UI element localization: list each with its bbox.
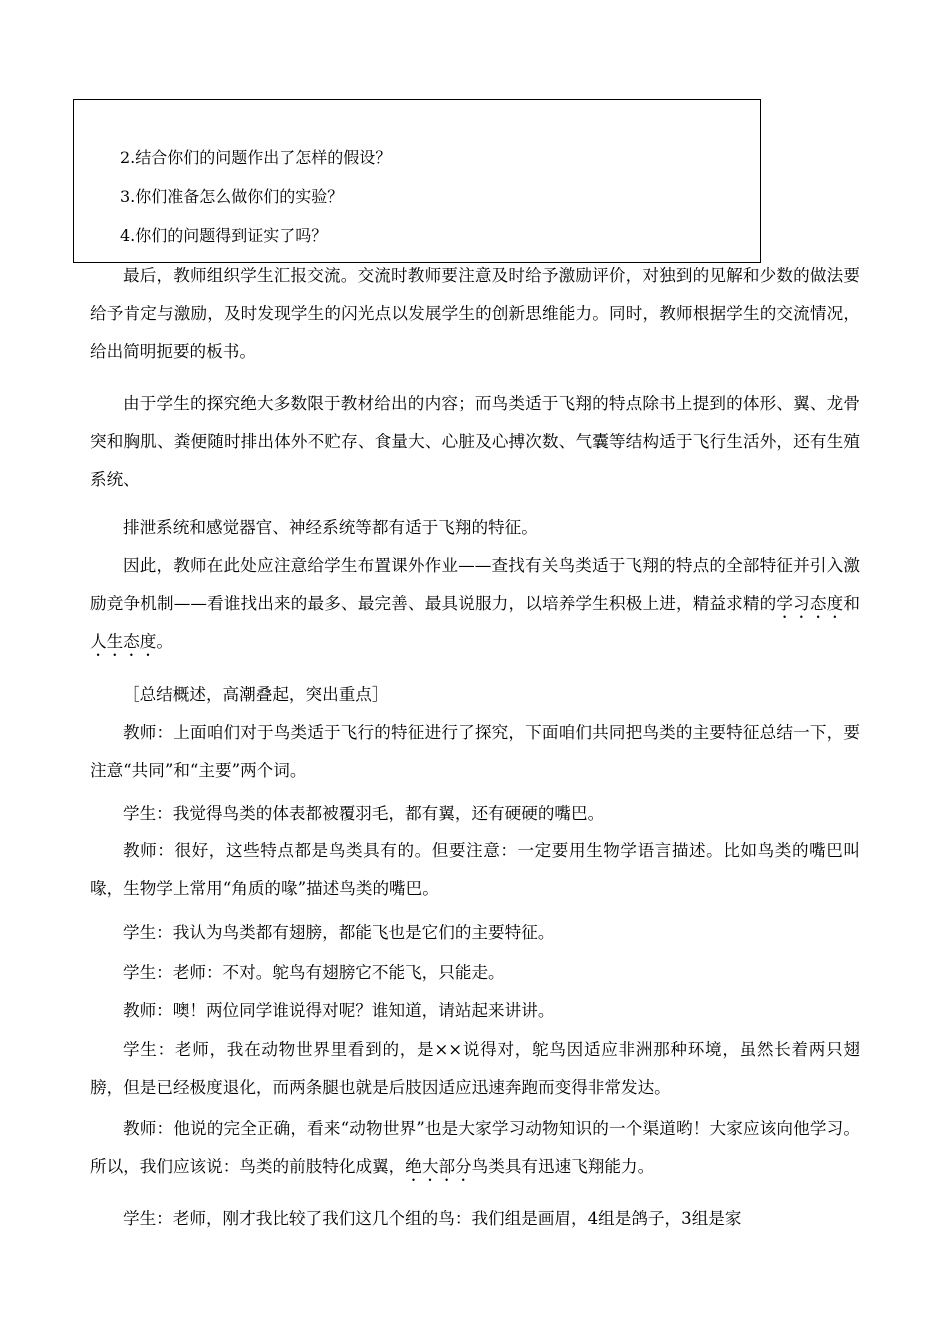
dialogue-student-2: 学生：我认为鸟类都有翅膀，都能飞也是它们的主要特征。	[123, 923, 555, 942]
dialogue-student-4: 学生：老师，我在动物世界里看到的，是××说得对，鸵鸟因适应非洲那种环境，虽然长着两只翅膀，但是已经极度退化，而两条腿也就是后肢因适应迅速奔跑而变得非常发达。	[90, 1040, 860, 1097]
dialogue-student-5: 学生：老师，刚才我比较了我们这几个组的鸟：我们组是画眉，4组是鸽子，3组是家	[123, 1209, 742, 1228]
dialogue-student-3: 学生：老师：不对。鸵鸟有翅膀它不能飞，只能走。	[123, 963, 505, 982]
emphasis-learning-attitude: 学习态度	[776, 594, 844, 613]
homework-text: 因此，教师在此处应注意给学生布置课外作业——查找有关鸟类适于飞翔的特点的全部特征并引入激励竞争机制——看谁找出来的最多、最完善、最具说服力，以培养学生积极上进，精益求精的	[90, 556, 860, 613]
dialogue-teacher-1: 教师：上面咱们对于鸟类适于飞行的特征进行了探究，下面咱们共同把鸟类的主要特征总结一下，要注意“共同”和“主要”两个词。	[90, 723, 860, 780]
dialogue-teacher-3: 教师：噢！两位同学谁说得对呢？谁知道，请站起来讲讲。	[123, 1001, 555, 1020]
question-4: 4.你们的问题得到证实了吗？	[120, 226, 328, 245]
emphasis-life-attitude: 人生态度	[90, 632, 157, 651]
question-2: 2.结合你们的问题作出了怎样的假设？	[120, 148, 392, 167]
section-heading-summary: ［总结概述，高潮叠起，突出重点］	[123, 685, 389, 704]
dialogue-student-1: 学生：我觉得鸟类的体表都被覆羽毛，都有翼，还有硬硬的嘴巴。	[123, 804, 605, 823]
question-3: 3.你们准备怎么做你们的实验？	[120, 187, 344, 206]
emphasis-most: 绝大部分	[405, 1157, 472, 1176]
paragraph-systems: 排泄系统和感觉器官、神经系统等都有适于飞翔的特征。	[123, 518, 538, 537]
teacher-4-end: 鸟类具有迅速飞翔能力。	[471, 1157, 655, 1176]
homework-conj: 和	[843, 594, 860, 613]
question-box	[73, 99, 761, 263]
paragraph-bird-features: 由于学生的探究绝大多数限于教材给出的内容；而鸟类适于飞翔的特点除书上提到的体形、翼、龙骨突和胸肌、粪便随时排出体外不贮存、食量大、心脏及心搏次数、气囊等结构适于飞行生活外，还有生殖系统、	[90, 394, 860, 489]
dialogue-teacher-4	[90, 1110, 860, 1186]
teacher-4-text: 教师：他说的完全正确，看来“动物世界”也是大家学习动物知识的一个渠道哟！大家应该向他学习。所以，我们应该说：鸟类的前肢特化成翼，	[90, 1119, 860, 1176]
homework-end: 。	[156, 632, 173, 651]
paragraph-report-exchange: 最后，教师组织学生汇报交流。交流时教师要注意及时给予激励评价，对独到的见解和少数的做法要给予肯定与激励，及时发现学生的闪光点以发展学生的创新思维能力。同时，教师根据学生的交流情况，给出简明扼要的板书。	[90, 266, 860, 361]
dialogue-teacher-2: 教师：很好，这些特点都是鸟类具有的。但要注意：一定要用生物学语言描述。比如鸟类的嘴巴叫喙，生物学上常用“角质的喙”描述鸟类的嘴巴。	[90, 841, 860, 898]
paragraph-homework	[90, 547, 860, 661]
